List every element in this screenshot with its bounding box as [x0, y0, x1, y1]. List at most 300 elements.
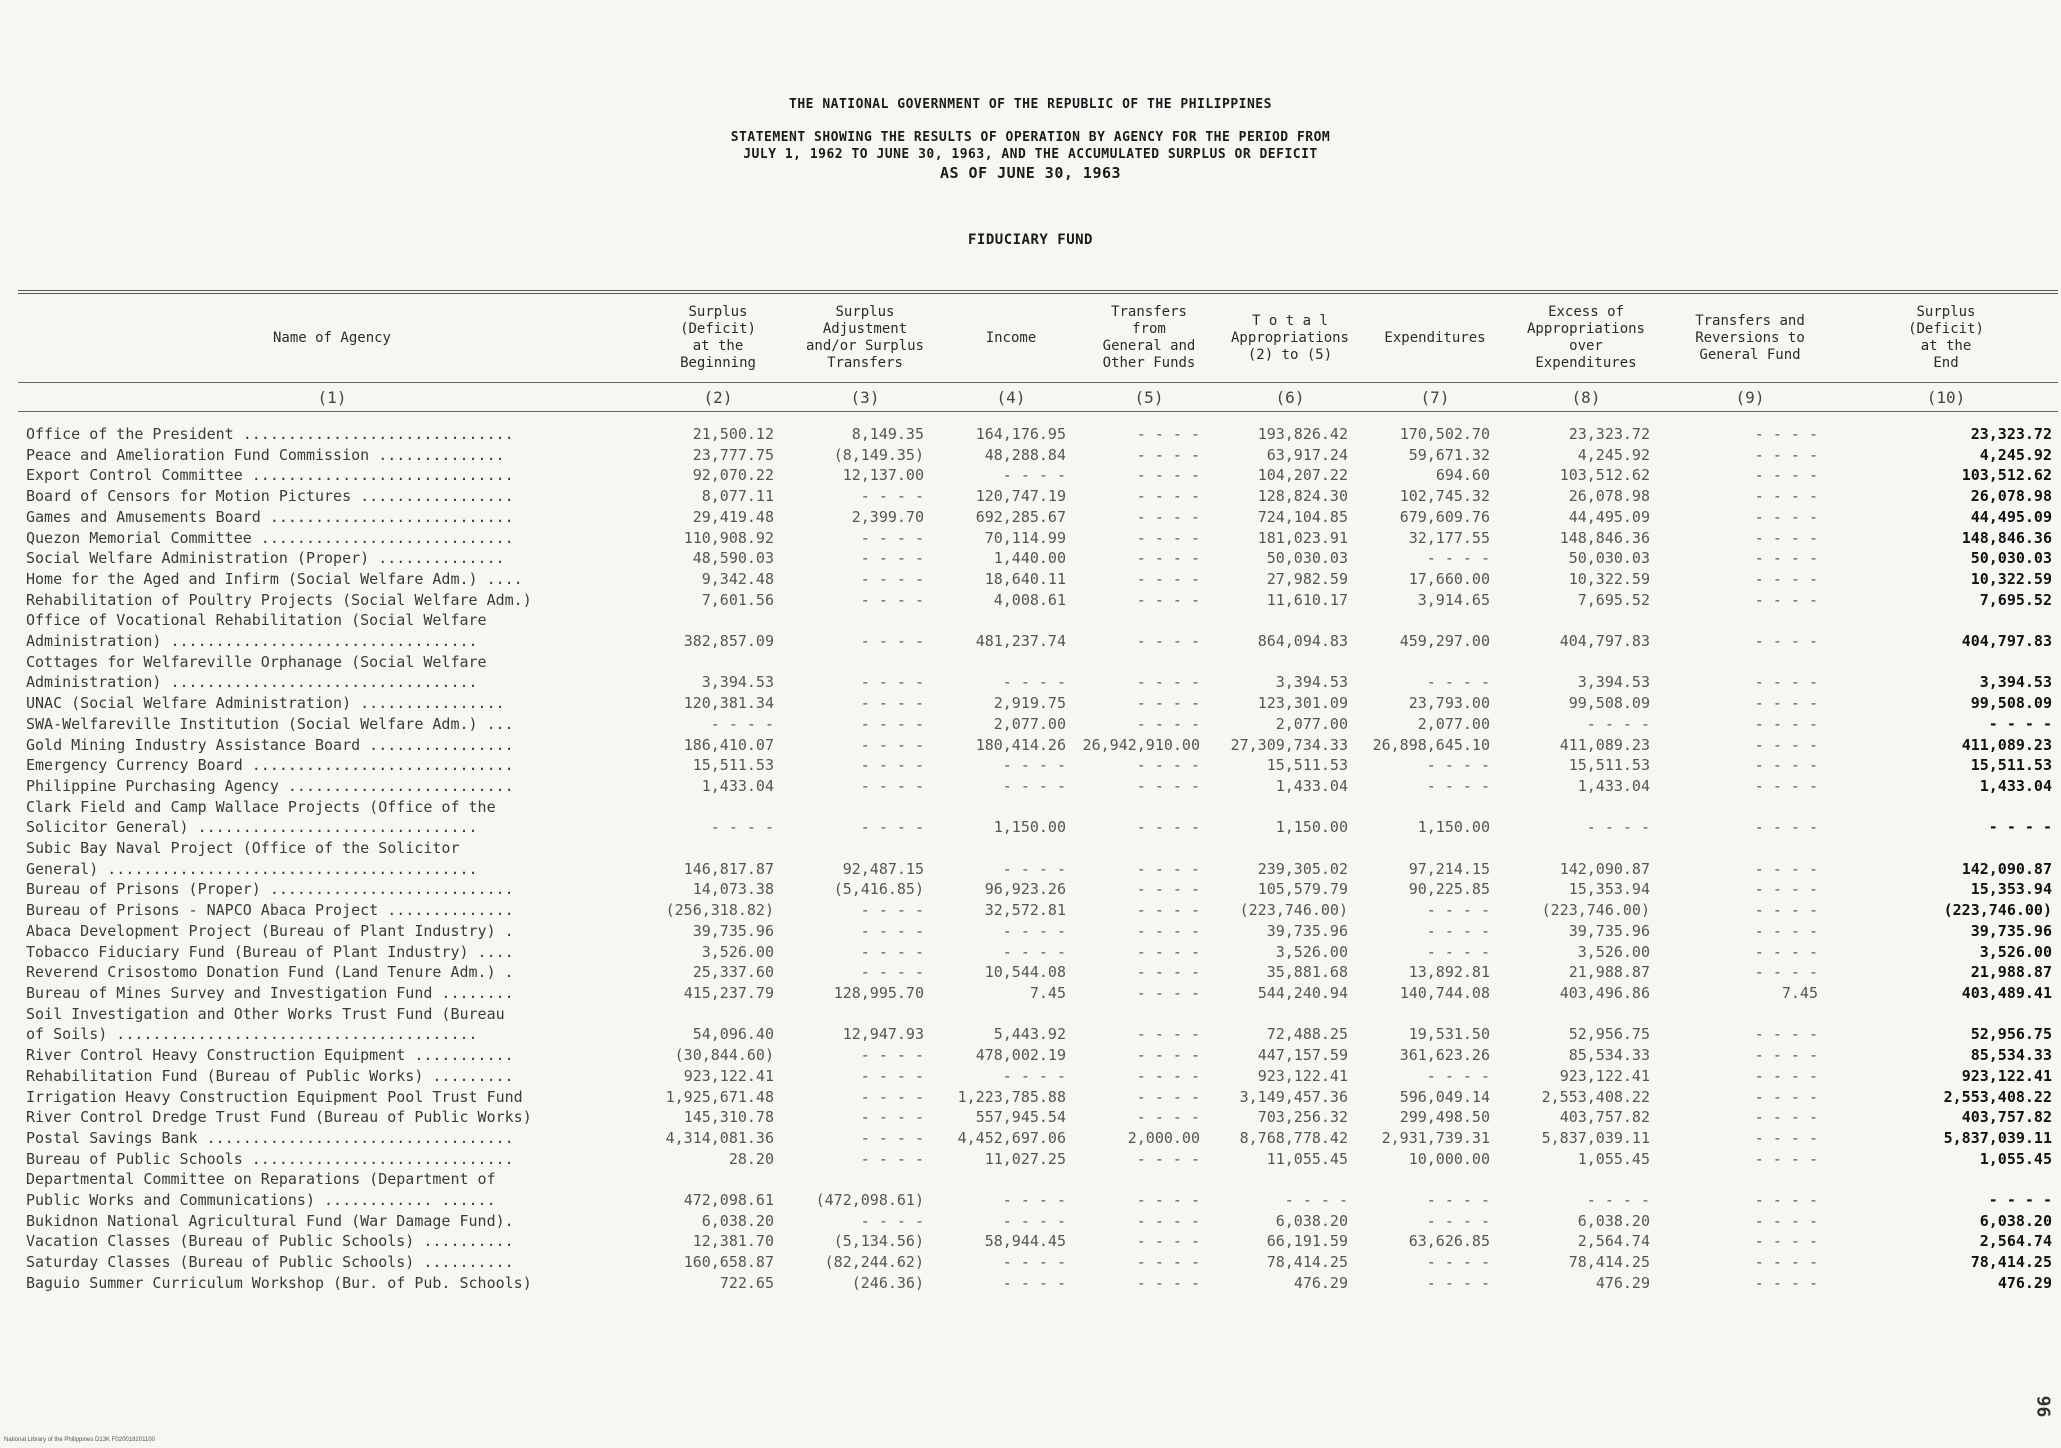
table-row [18, 672, 2058, 693]
column-number-8: (8) [1506, 383, 1666, 412]
value-cell-col-3: - - - - [860, 901, 924, 920]
value-cell-col-3: - - - - [860, 1211, 924, 1230]
value-cell-col-7: - - - - [1426, 776, 1490, 795]
value-cell-col-9: - - - - [1754, 466, 1818, 485]
agency-name-cell: General) ......................................... [26, 859, 478, 878]
value-cell-col-4: 70,114.99 [984, 528, 1066, 547]
value-cell-col-2: 23,777.75 [692, 445, 774, 464]
value-cell-col-5: - - - - [1136, 880, 1200, 899]
value-cell-col-4: - - - - [1002, 756, 1066, 775]
table-row [18, 465, 2058, 486]
value-cell-col-4: - - - - [1002, 776, 1066, 795]
value-cell-col-5: - - - - [1136, 1232, 1200, 1251]
column-header-7: Expenditures [1364, 294, 1506, 383]
value-cell-col-9: - - - - [1754, 714, 1818, 733]
value-cell-col-6 [1216, 838, 1364, 859]
value-cell-col-7: 3,914.65 [1417, 590, 1490, 609]
table-row [18, 1004, 2058, 1025]
value-cell-col-6: (223,746.00) [1239, 901, 1348, 920]
value-cell-col-4: - - - - [1002, 859, 1066, 878]
document-title: THE NATIONAL GOVERNMENT OF THE REPUBLIC OF THE PHILIPPINES [789, 97, 1272, 112]
value-cell-col-9: - - - - [1754, 1066, 1818, 1085]
table-row [18, 1231, 2058, 1252]
value-cell-col-2: 8,077.11 [701, 487, 774, 506]
value-cell-col-3: - - - - [860, 1128, 924, 1147]
value-cell-col-2: 28.20 [728, 1149, 774, 1168]
agency-name-cell: Tobacco Fiduciary Fund (Bureau of Plant Industry) .... [26, 942, 514, 961]
value-cell-col-5 [1082, 1004, 1216, 1025]
value-cell-col-5: - - - - [1136, 1066, 1200, 1085]
value-cell-col-8: 26,078.98 [1568, 487, 1650, 506]
table-row [18, 817, 2058, 838]
value-cell-col-8: 103,512.62 [1559, 466, 1650, 485]
column-number-row [18, 383, 2058, 412]
value-cell-col-10: 5,837,039.11 [1943, 1128, 2052, 1147]
value-cell-col-8: 403,757.82 [1559, 1108, 1650, 1127]
value-cell-col-2: 3,526.00 [701, 942, 774, 961]
table-row [18, 590, 2058, 611]
value-cell-col-4: 2,919.75 [993, 694, 1066, 713]
value-cell-col-4: 48,288.84 [984, 445, 1066, 464]
value-cell-col-2: - - - - [710, 714, 774, 733]
value-cell-col-7: 102,745.32 [1399, 487, 1490, 506]
column-header-6: T o t a l Appropriations (2) to (5) [1216, 294, 1364, 383]
table-row [18, 1066, 2058, 1087]
value-cell-col-3: - - - - [860, 714, 924, 733]
value-cell-col-2: 145,310.78 [683, 1108, 774, 1127]
value-cell-col-6: 1,150.00 [1275, 818, 1348, 837]
value-cell-col-7: - - - - [1426, 942, 1490, 961]
value-cell-col-7: - - - - [1426, 1191, 1490, 1210]
value-cell-col-4: 481,237.74 [975, 632, 1066, 651]
value-cell-col-9 [1666, 838, 1834, 859]
value-cell-col-9: - - - - [1754, 921, 1818, 940]
value-cell-col-9: - - - - [1754, 1108, 1818, 1127]
value-cell-col-5: - - - - [1136, 1025, 1200, 1044]
value-cell-col-3: - - - - [860, 735, 924, 754]
value-cell-col-10: (223,746.00) [1943, 901, 2052, 920]
value-cell-col-10: 103,512.62 [1961, 466, 2052, 485]
table-row [18, 1128, 2058, 1149]
value-cell-col-5: - - - - [1136, 942, 1200, 961]
value-cell-col-10: 44,495.09 [1970, 507, 2052, 526]
value-cell-col-10 [1834, 1169, 2058, 1190]
value-cell-col-5: - - - - [1136, 901, 1200, 920]
column-number-5: (5) [1082, 383, 1216, 412]
value-cell-col-6: 2,077.00 [1275, 714, 1348, 733]
value-cell-col-7: 679,609.76 [1399, 507, 1490, 526]
value-cell-col-9: - - - - [1754, 859, 1818, 878]
statement-table [18, 294, 2058, 1294]
value-cell-col-6: 3,394.53 [1275, 673, 1348, 692]
value-cell-col-7 [1364, 1004, 1506, 1025]
agency-name-cell: Philippine Purchasing Agency ......................... [26, 776, 514, 795]
value-cell-col-10: 148,846.36 [1961, 528, 2052, 547]
agency-name-cell: Rehabilitation of Poultry Projects (Social Welfare Adm.) [26, 590, 532, 609]
table-row [18, 652, 2058, 673]
value-cell-col-8: - - - - [1586, 818, 1650, 837]
value-cell-col-8: 2,553,408.22 [1541, 1087, 1650, 1106]
value-cell-col-10: 2,553,408.22 [1943, 1087, 2052, 1106]
value-cell-col-9: - - - - [1754, 818, 1818, 837]
value-cell-col-9: - - - - [1754, 569, 1818, 588]
value-cell-col-2: 472,098.61 [683, 1191, 774, 1210]
agency-name-cell: Bureau of Public Schools ............................. [26, 1149, 514, 1168]
value-cell-col-10: 3,394.53 [1979, 673, 2052, 692]
column-number-1: (1) [18, 383, 646, 412]
value-cell-col-8: (223,746.00) [1541, 901, 1650, 920]
value-cell-col-9: - - - - [1754, 735, 1818, 754]
value-cell-col-6: 78,414.25 [1266, 1253, 1348, 1272]
agency-name-cell: Administration) .................................. [26, 632, 478, 651]
value-cell-col-5: - - - - [1136, 776, 1200, 795]
value-cell-col-10: - - - - [1988, 1191, 2052, 1210]
value-cell-col-9: - - - - [1754, 1087, 1818, 1106]
value-cell-col-5: - - - - [1136, 673, 1200, 692]
statement-table-container [18, 290, 2058, 1294]
value-cell-col-2: 146,817.87 [683, 859, 774, 878]
value-cell-col-4 [940, 1004, 1082, 1025]
table-row [18, 1024, 2058, 1045]
value-cell-col-4: 692,285.67 [975, 507, 1066, 526]
value-cell-col-3 [790, 1004, 940, 1025]
value-cell-col-9: - - - - [1754, 756, 1818, 775]
value-cell-col-4: - - - - [1002, 673, 1066, 692]
value-cell-col-7: 299,498.50 [1399, 1108, 1490, 1127]
table-body [18, 412, 2058, 1294]
value-cell-col-2 [646, 1004, 790, 1025]
value-cell-col-6: 35,881.68 [1266, 963, 1348, 982]
table-row [18, 1045, 2058, 1066]
value-cell-col-6: 8,768,778.42 [1239, 1128, 1348, 1147]
agency-name-cell: River Control Heavy Construction Equipment ........... [26, 1046, 514, 1065]
value-cell-col-2: 48,590.03 [692, 549, 774, 568]
value-cell-col-6: 27,982.59 [1266, 569, 1348, 588]
value-cell-col-9: - - - - [1754, 445, 1818, 464]
value-cell-col-6: 3,149,457.36 [1239, 1087, 1348, 1106]
value-cell-col-6: 1,433.04 [1275, 776, 1348, 795]
value-cell-col-2: 4,314,081.36 [665, 1128, 774, 1147]
value-cell-col-8 [1506, 838, 1666, 859]
value-cell-col-3: - - - - [860, 1087, 924, 1106]
value-cell-col-5: - - - - [1136, 507, 1200, 526]
value-cell-col-2: 21,500.12 [692, 425, 774, 443]
value-cell-col-7: 26,898,645.10 [1372, 735, 1490, 754]
value-cell-col-6: 193,826.42 [1257, 425, 1348, 443]
value-cell-col-3: - - - - [860, 569, 924, 588]
value-cell-col-2: 29,419.48 [692, 507, 774, 526]
table-row [18, 693, 2058, 714]
value-cell-col-3 [790, 797, 940, 818]
value-cell-col-3: (82,244.62) [824, 1253, 924, 1272]
value-cell-col-3: 128,995.70 [833, 983, 924, 1002]
value-cell-col-9: - - - - [1754, 590, 1818, 609]
value-cell-col-9: - - - - [1754, 1253, 1818, 1272]
value-cell-col-4: - - - - [1002, 921, 1066, 940]
value-cell-col-7: 596,049.14 [1399, 1087, 1490, 1106]
value-cell-col-3: - - - - [860, 963, 924, 982]
value-cell-col-8 [1506, 797, 1666, 818]
column-number-7: (7) [1364, 383, 1506, 412]
value-cell-col-6: 39,735.96 [1266, 921, 1348, 940]
value-cell-col-10: 403,757.82 [1961, 1108, 2052, 1127]
value-cell-col-4: - - - - [1002, 1273, 1066, 1292]
table-row [18, 1107, 2058, 1128]
value-cell-col-10: 3,526.00 [1979, 942, 2052, 961]
value-cell-col-3: 12,947.93 [842, 1025, 924, 1044]
value-cell-col-6: 72,488.25 [1266, 1025, 1348, 1044]
value-cell-col-8: 404,797.83 [1559, 632, 1650, 651]
agency-name-cell: Bureau of Prisons - NAPCO Abaca Project .............. [26, 901, 514, 920]
value-cell-col-4: - - - - [1002, 1253, 1066, 1272]
value-cell-col-9: - - - - [1754, 632, 1818, 651]
value-cell-col-6 [1216, 1004, 1364, 1025]
value-cell-col-6: 66,191.59 [1266, 1232, 1348, 1251]
value-cell-col-7: 1,150.00 [1417, 818, 1490, 837]
value-cell-col-3: - - - - [860, 549, 924, 568]
column-header-5: Transfers from General and Other Funds [1082, 294, 1216, 383]
value-cell-col-7: 2,931,739.31 [1381, 1128, 1490, 1147]
value-cell-col-7: - - - - [1426, 756, 1490, 775]
agency-name-cell: Postal Savings Bank .................................. [26, 1128, 514, 1147]
column-header-row [18, 294, 2058, 383]
column-header-2: Surplus (Deficit) at the Beginning [646, 294, 790, 383]
value-cell-col-3: 8,149.35 [851, 425, 924, 443]
agency-name-cell: Departmental Committee on Reparations (Department of [26, 1170, 496, 1189]
column-number-6: (6) [1216, 383, 1364, 412]
agency-name-cell: Public Works and Communications) ............ ...... [26, 1191, 496, 1210]
value-cell-col-10: 6,038.20 [1979, 1211, 2052, 1230]
value-cell-col-8: 1,433.04 [1577, 776, 1650, 795]
value-cell-col-7 [1364, 797, 1506, 818]
table-row [18, 879, 2058, 900]
value-cell-col-3: 12,137.00 [842, 466, 924, 485]
value-cell-col-6 [1216, 1169, 1364, 1190]
table-row [18, 1190, 2058, 1211]
value-cell-col-2: 186,410.07 [683, 735, 774, 754]
value-cell-col-8: 5,837,039.11 [1541, 1128, 1650, 1147]
value-cell-col-9: - - - - [1754, 901, 1818, 920]
value-cell-col-3: - - - - [860, 673, 924, 692]
value-cell-col-2: 160,658.87 [683, 1253, 774, 1272]
value-cell-col-8 [1506, 1004, 1666, 1025]
value-cell-col-4: 4,008.61 [993, 590, 1066, 609]
value-cell-col-2: 6,038.20 [701, 1211, 774, 1230]
value-cell-col-2: 12,381.70 [692, 1232, 774, 1251]
value-cell-col-9: - - - - [1754, 487, 1818, 506]
table-row [18, 714, 2058, 735]
value-cell-col-10: 23,323.72 [1970, 425, 2052, 443]
value-cell-col-5 [1082, 838, 1216, 859]
agency-name-cell: Irrigation Heavy Construction Equipment Pool Trust Fund [26, 1087, 523, 1106]
value-cell-col-8: 44,495.09 [1568, 507, 1650, 526]
value-cell-col-7 [1364, 610, 1506, 631]
value-cell-col-4: - - - - [1002, 1066, 1066, 1085]
value-cell-col-7: - - - - [1426, 1253, 1490, 1272]
value-cell-col-8: 3,394.53 [1577, 673, 1650, 692]
value-cell-col-8: - - - - [1586, 714, 1650, 733]
agency-name-cell: River Control Dredge Trust Fund (Bureau of Public Works) [26, 1108, 532, 1127]
value-cell-col-7: 19,531.50 [1408, 1025, 1490, 1044]
column-number-10: (10) [1834, 383, 2058, 412]
value-cell-col-2: 15,511.53 [692, 756, 774, 775]
value-cell-col-5: - - - - [1136, 569, 1200, 588]
column-number-4: (4) [940, 383, 1082, 412]
agency-name-cell: Office of Vocational Rehabilitation (Social Welfare [26, 611, 487, 630]
agency-name-cell: Office of the President .............................. [26, 425, 514, 443]
value-cell-col-7: 10,000.00 [1408, 1149, 1490, 1168]
value-cell-col-7: 459,297.00 [1399, 632, 1490, 651]
agency-name-cell: Reverend Crisostomo Donation Fund (Land Tenure Adm.) . [26, 963, 514, 982]
value-cell-col-5: - - - - [1136, 818, 1200, 837]
value-cell-col-8: 4,245.92 [1577, 445, 1650, 464]
value-cell-col-7: 90,225.85 [1408, 880, 1490, 899]
value-cell-col-4: 4,452,697.06 [957, 1128, 1066, 1147]
value-cell-col-9: - - - - [1754, 425, 1818, 443]
value-cell-col-9 [1666, 610, 1834, 631]
value-cell-col-10: 52,956.75 [1970, 1025, 2052, 1044]
value-cell-col-7: 694.60 [1435, 466, 1490, 485]
agency-name-cell: Cottages for Welfareville Orphanage (Social Welfare [26, 652, 487, 671]
table-row [18, 838, 2058, 859]
value-cell-col-6: 724,104.85 [1257, 507, 1348, 526]
agency-name-cell: Rehabilitation Fund (Bureau of Public Works) ......... [26, 1066, 514, 1085]
value-cell-col-10: 21,988.87 [1970, 963, 2052, 982]
value-cell-col-4: 11,027.25 [984, 1149, 1066, 1168]
value-cell-col-5: - - - - [1136, 921, 1200, 940]
value-cell-col-10: 1,433.04 [1979, 776, 2052, 795]
value-cell-col-10: 99,508.09 [1970, 694, 2052, 713]
value-cell-col-6: - - - - [1284, 1191, 1348, 1210]
value-cell-col-4 [940, 652, 1082, 673]
value-cell-col-7: 2,077.00 [1417, 714, 1490, 733]
value-cell-col-6 [1216, 610, 1364, 631]
value-cell-col-3: - - - - [860, 694, 924, 713]
value-cell-col-10: 10,322.59 [1970, 569, 2052, 588]
value-cell-col-7: 59,671.32 [1408, 445, 1490, 464]
value-cell-col-4: 478,002.19 [975, 1046, 1066, 1065]
value-cell-col-5: 26,942,910.00 [1082, 735, 1200, 754]
value-cell-col-2: 415,237.79 [683, 983, 774, 1002]
table-row [18, 942, 2058, 963]
value-cell-col-4: - - - - [1002, 466, 1066, 485]
table-row [18, 610, 2058, 631]
agency-name-cell: Home for the Aged and Infirm (Social Welfare Adm.) .... [26, 569, 523, 588]
column-number-3: (3) [790, 383, 940, 412]
column-number-9: (9) [1666, 383, 1834, 412]
agency-name-cell: Bureau of Mines Survey and Investigation Fund ........ [26, 983, 514, 1002]
value-cell-col-8: 10,322.59 [1568, 569, 1650, 588]
value-cell-col-7: 13,892.81 [1408, 963, 1490, 982]
value-cell-col-10: 2,564.74 [1979, 1232, 2052, 1251]
value-cell-col-10: 7,695.52 [1979, 590, 2052, 609]
column-header-3: Surplus Adjustment and/or Surplus Transfers [790, 294, 940, 383]
table-row [18, 755, 2058, 776]
agency-name-cell: Peace and Amelioration Fund Commission .............. [26, 445, 505, 464]
value-cell-col-8 [1506, 652, 1666, 673]
value-cell-col-3: (472,098.61) [815, 1191, 924, 1210]
value-cell-col-9: - - - - [1754, 507, 1818, 526]
agency-name-cell: UNAC (Social Welfare Administration) ................ [26, 694, 505, 713]
value-cell-col-10: - - - - [1988, 714, 2052, 733]
value-cell-col-10 [1834, 610, 2058, 631]
value-cell-col-6: 6,038.20 [1275, 1211, 1348, 1230]
value-cell-col-6: 703,256.32 [1257, 1108, 1348, 1127]
column-header-4: Income [940, 294, 1082, 383]
value-cell-col-4: 1,223,785.88 [957, 1087, 1066, 1106]
value-cell-col-7 [1364, 838, 1506, 859]
value-cell-col-10: 404,797.83 [1961, 632, 2052, 651]
table-row [18, 1087, 2058, 1108]
value-cell-col-8: 52,956.75 [1568, 1025, 1650, 1044]
value-cell-col-2: - - - - [710, 818, 774, 837]
value-cell-col-10: 923,122.41 [1961, 1066, 2052, 1085]
table-row [18, 424, 2058, 445]
value-cell-col-9: - - - - [1754, 1128, 1818, 1147]
table-row [18, 900, 2058, 921]
value-cell-col-9: - - - - [1754, 776, 1818, 795]
value-cell-col-2: 39,735.96 [692, 921, 774, 940]
value-cell-col-5: - - - - [1136, 714, 1200, 733]
value-cell-col-4 [940, 1169, 1082, 1190]
value-cell-col-3: - - - - [860, 1149, 924, 1168]
agency-name-cell: Saturday Classes (Bureau of Public Schools) .......... [26, 1253, 514, 1272]
value-cell-col-5: - - - - [1136, 445, 1200, 464]
value-cell-col-8 [1506, 610, 1666, 631]
value-cell-col-7: 63,626.85 [1408, 1232, 1490, 1251]
value-cell-col-3: 92,487.15 [842, 859, 924, 878]
value-cell-col-9: - - - - [1754, 963, 1818, 982]
value-cell-col-2: 382,857.09 [683, 632, 774, 651]
value-cell-col-5 [1082, 610, 1216, 631]
value-cell-col-4: 10,544.08 [984, 963, 1066, 982]
value-cell-col-5: - - - - [1136, 487, 1200, 506]
value-cell-col-8: 6,038.20 [1577, 1211, 1650, 1230]
value-cell-col-6: 27,309,734.33 [1230, 735, 1348, 754]
column-header-8: Excess of Appropriations over Expenditures [1506, 294, 1666, 383]
agency-name-cell: Export Control Committee ............................. [26, 466, 514, 485]
value-cell-col-5: - - - - [1136, 425, 1200, 443]
value-cell-col-10: 142,090.87 [1961, 859, 2052, 878]
page-number: 96 [2032, 1395, 2054, 1418]
value-cell-col-2: 92,070.22 [692, 466, 774, 485]
table-row [18, 548, 2058, 569]
value-cell-col-8 [1506, 1169, 1666, 1190]
agency-name-cell: Vacation Classes (Bureau of Public Schools) .......... [26, 1232, 514, 1251]
value-cell-col-5: - - - - [1136, 1191, 1200, 1210]
value-cell-col-5: - - - - [1136, 1108, 1200, 1127]
value-cell-col-4: 120,747.19 [975, 487, 1066, 506]
value-cell-col-4 [940, 797, 1082, 818]
value-cell-col-7: 17,660.00 [1408, 569, 1490, 588]
value-cell-col-7: - - - - [1426, 1211, 1490, 1230]
value-cell-col-10: - - - - [1988, 818, 2052, 837]
value-cell-col-5 [1082, 652, 1216, 673]
value-cell-col-4: - - - - [1002, 1211, 1066, 1230]
value-cell-col-5 [1082, 797, 1216, 818]
value-cell-col-4: 32,572.81 [984, 901, 1066, 920]
value-cell-col-3: - - - - [860, 590, 924, 609]
table-row [18, 1252, 2058, 1273]
table-row [18, 1169, 2058, 1190]
value-cell-col-7: - - - - [1426, 1066, 1490, 1085]
value-cell-col-3 [790, 838, 940, 859]
value-cell-col-8: 39,735.96 [1568, 921, 1650, 940]
value-cell-col-6: 123,301.09 [1257, 694, 1348, 713]
value-cell-col-9 [1666, 652, 1834, 673]
value-cell-col-9: - - - - [1754, 1149, 1818, 1168]
value-cell-col-9: - - - - [1754, 1273, 1818, 1292]
